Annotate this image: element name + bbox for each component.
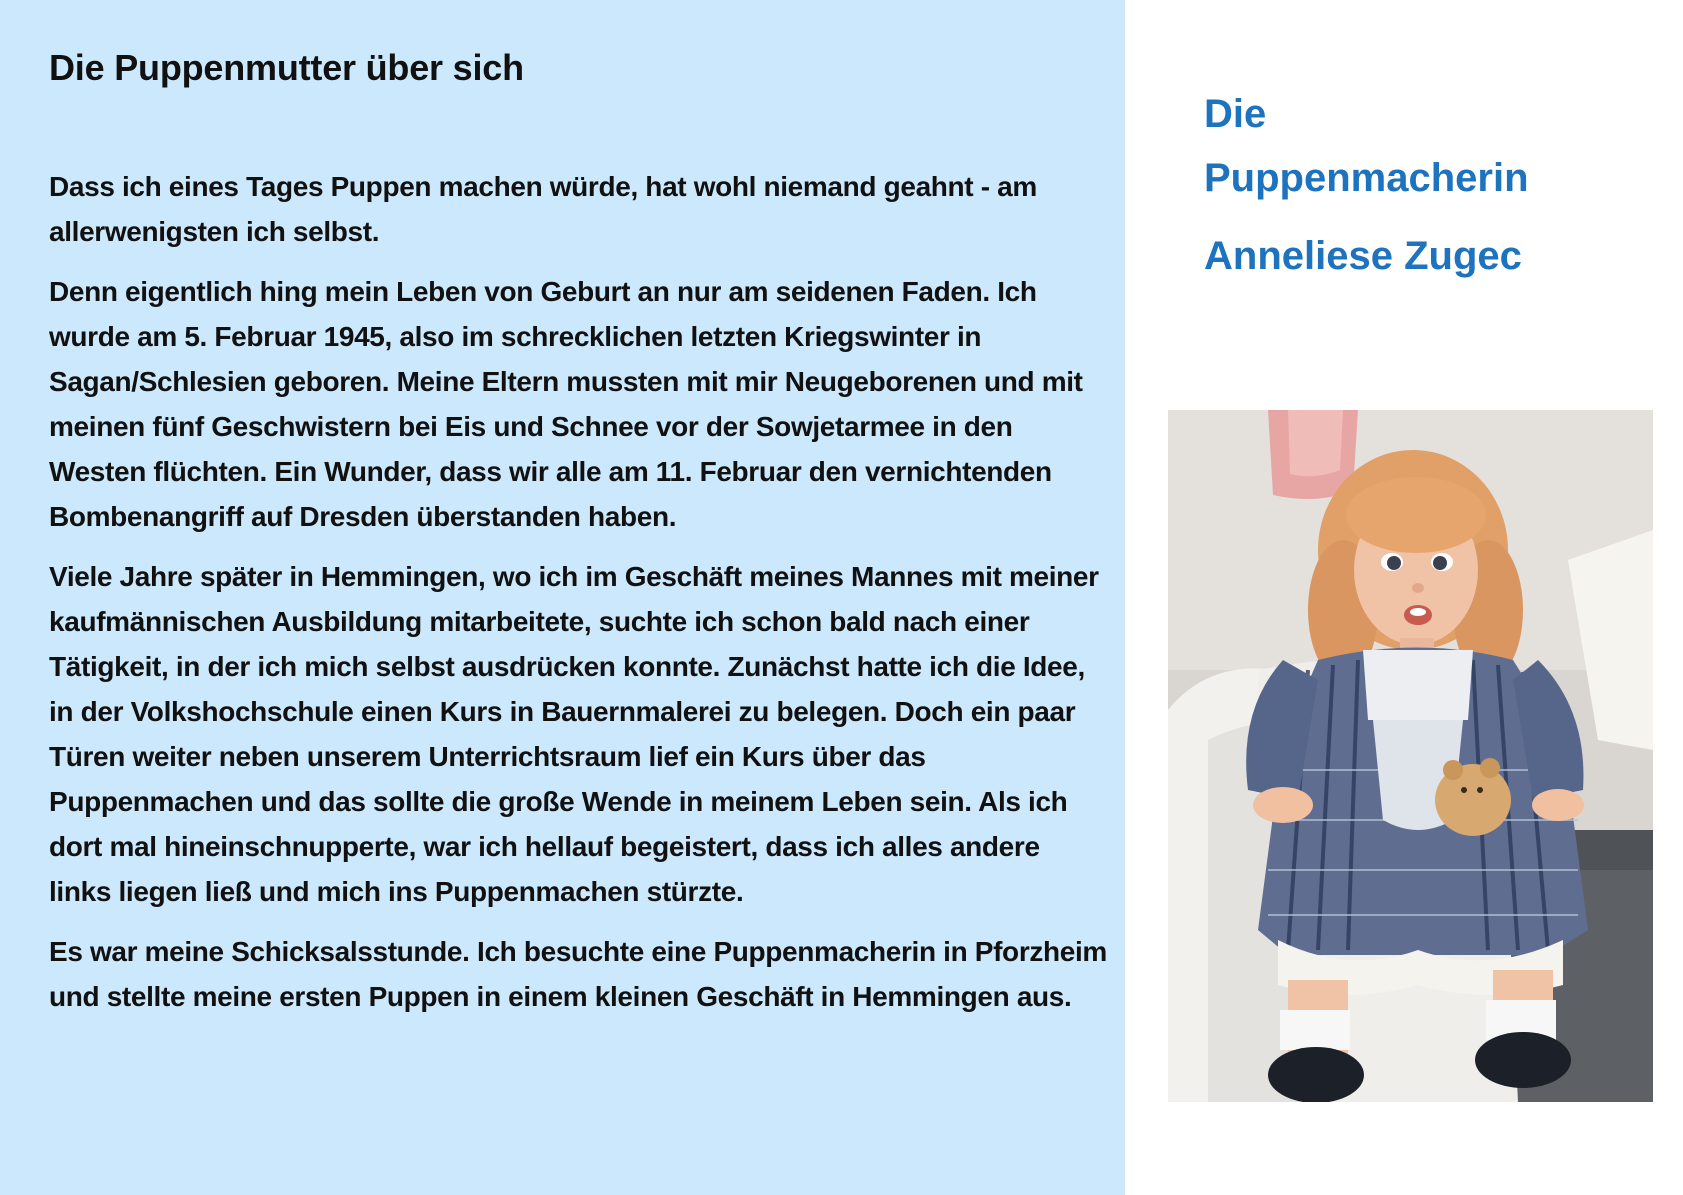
paragraph-4: Es war meine Schicksalsstunde. Ich besuchte eine Puppenmacherin in Pforzheim und stellte meine ersten Puppen in einem kleinen Geschäft in Hemmingen aus. [49, 936, 1107, 1012]
paragraph-1: Dass ich eines Tages Puppen machen würde, hat wohl niemand geahnt - am allerwenigsten ich selbst. [49, 171, 1037, 247]
title-line-1: Die [1204, 92, 1267, 136]
author-name: Anneliese Zugec [1204, 234, 1522, 278]
doll-illustration [1168, 410, 1653, 1102]
title-line-2: Puppenmacherin [1204, 156, 1529, 200]
paragraph-2: Denn eigentlich hing mein Leben von Geburt an nur am seidenen Faden. Ich wurde am 5. Februar 1945, also im schrecklichen letzten Kriegswinter in Sagan/Schlesien geboren. Meine Eltern mussten mit mir Neugeborenen und mit meinen fünf Geschwistern bei Eis und Schnee vor der Sowjetarmee in den Westen flüchten. Ein Wunder, dass wir alle am 11. Februar den vernichtenden Bombenangriff auf Dresden überstanden haben. [49, 276, 1083, 532]
body-text [49, 164, 1109, 1034]
title-block [1204, 82, 1664, 288]
paragraph-3: Viele Jahre später in Hemmingen, wo ich im Geschäft meines Mannes mit meiner kaufmännischen Ausbildung mitarbeitete, suchte ich schon bald nach einer Tätigkeit, in der ich mich selbst ausdrücken konnte. Zunächst hatte ich die Idee, in der Volkshochschule einen Kurs in Bauernmalerei zu belegen. Doch ein paar Türen weiter neben unserem Unterrichtsraum lief ein Kurs über das Puppenmachen und das sollte die große Wende in meinem Leben sein. Als ich dort mal hineinschnupperte, war ich hellauf begeistert, dass ich alles andere links liegen ließ und mich ins Puppenmachen stürzte. [49, 561, 1099, 907]
page-heading: Die Puppenmutter über sich [49, 47, 524, 88]
doll-photo [1168, 410, 1653, 1102]
